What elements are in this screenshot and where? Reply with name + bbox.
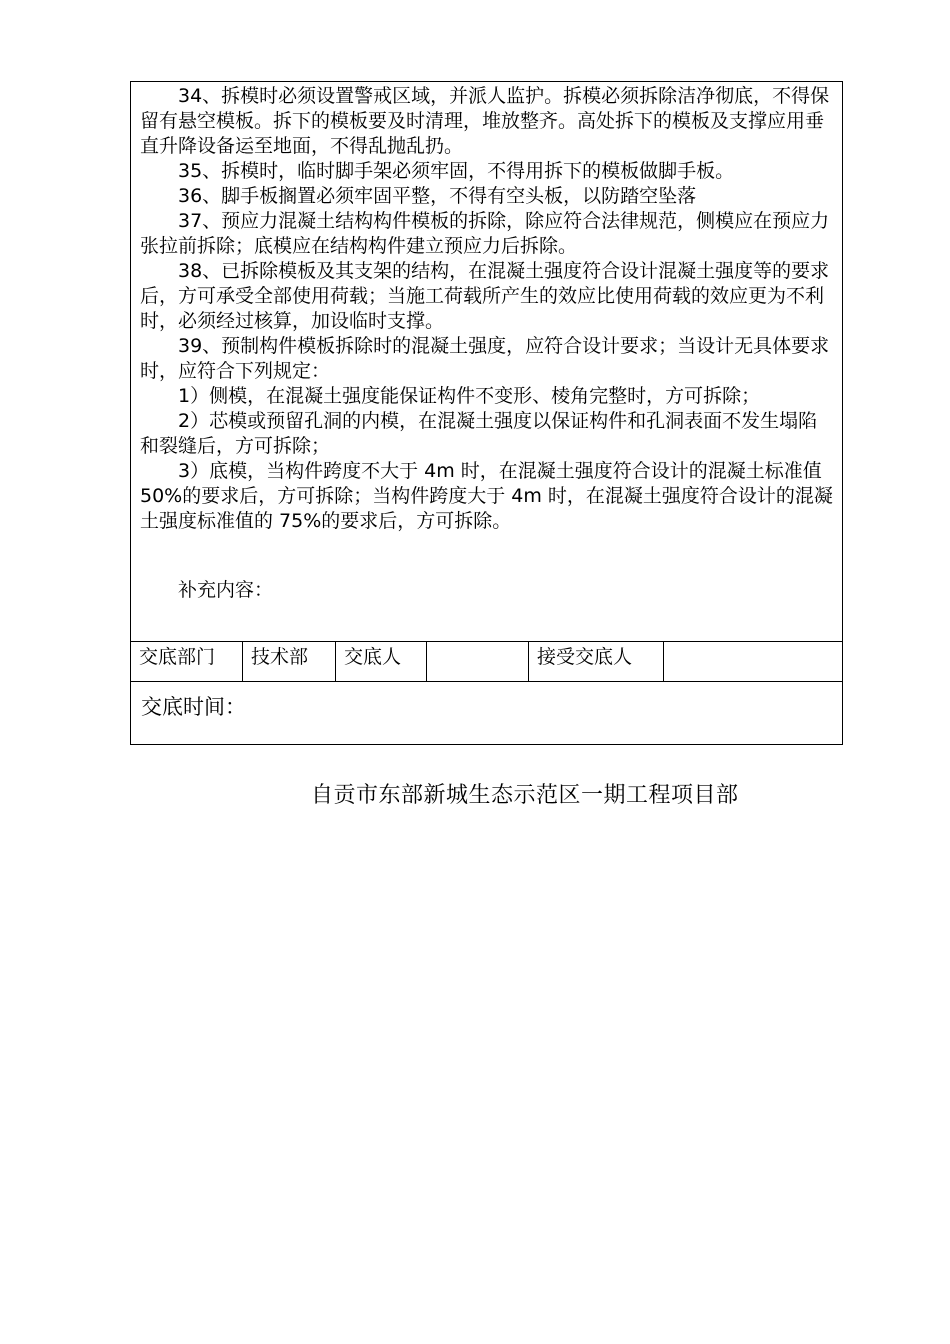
disclosure-table [130, 81, 843, 745]
organization-name: 自贡市东部新城生态示范区一期工程项目部 [311, 783, 739, 808]
paragraph-36: 36、脚手板搁置必须牢固平整，不得有空头板，以防踏空坠落 [178, 185, 697, 207]
time-label: 交底时间： [141, 695, 246, 719]
receiver-value[interactable] [664, 642, 843, 682]
paragraph-39: 39、预制构件模板拆除时的混凝土强度，应符合设计要求；当设计无具体要求时，应符合下列规定： [140, 335, 830, 382]
signature-row [131, 642, 843, 682]
paragraph-35: 35、拆模时，临时脚手架必须牢固，不得用拆下的模板做脚手板。 [178, 160, 735, 182]
content-row [131, 82, 843, 642]
paragraph-39-item-2: 2）芯模或预留孔洞的内模，在混凝土强度以保证构件和孔洞表面不发生塌陷和裂缝后，方可拆除； [140, 410, 818, 457]
presenter-label: 交底人 [336, 642, 427, 682]
time-cell [131, 682, 843, 745]
paragraph-34: 34、拆模时必须设置警戒区域，并派人监护。拆模必须拆除洁净彻底，不得保留有悬空模板。拆下的模板要及时清理，堆放整齐。高处拆下的模板及支撑应用垂直升降设备运至地面，不得乱抛乱扔。 [140, 85, 830, 157]
content-cell [131, 82, 843, 642]
paragraph-37: 37、预应力混凝土结构构件模板的拆除，除应符合法律规范，侧模应在预应力张拉前拆除；底模应在结构构件建立预应力后拆除。 [140, 210, 830, 257]
paragraph-38: 38、已拆除模板及其支架的结构，在混凝土强度符合设计混凝土强度等的要求后，方可承受全部使用荷载；当施工荷载所产生的效应比使用荷载的效应更为不利时，必须经过核算，加设临时支撑。 [140, 260, 830, 332]
presenter-value[interactable] [427, 642, 529, 682]
supplement-label: 补充内容： [178, 579, 274, 601]
department-label: 交底部门 [131, 642, 243, 682]
department-value: 技术部 [243, 642, 336, 682]
paragraph-39-item-3: 3）底模，当构件跨度不大于 4m 时，在混凝土强度符合设计的混凝土标准值 50%的要求后，方可拆除；当构件跨度大于 4m 时，在混凝土强度符合设计的混凝土强度标准值的 75%的要求后，方可拆除。 [140, 460, 833, 532]
time-row [131, 682, 843, 745]
receiver-label: 接受交底人 [529, 642, 664, 682]
paragraph-39-item-1: 1）侧模，在混凝土强度能保证构件不变形、棱角完整时，方可拆除； [178, 385, 761, 407]
